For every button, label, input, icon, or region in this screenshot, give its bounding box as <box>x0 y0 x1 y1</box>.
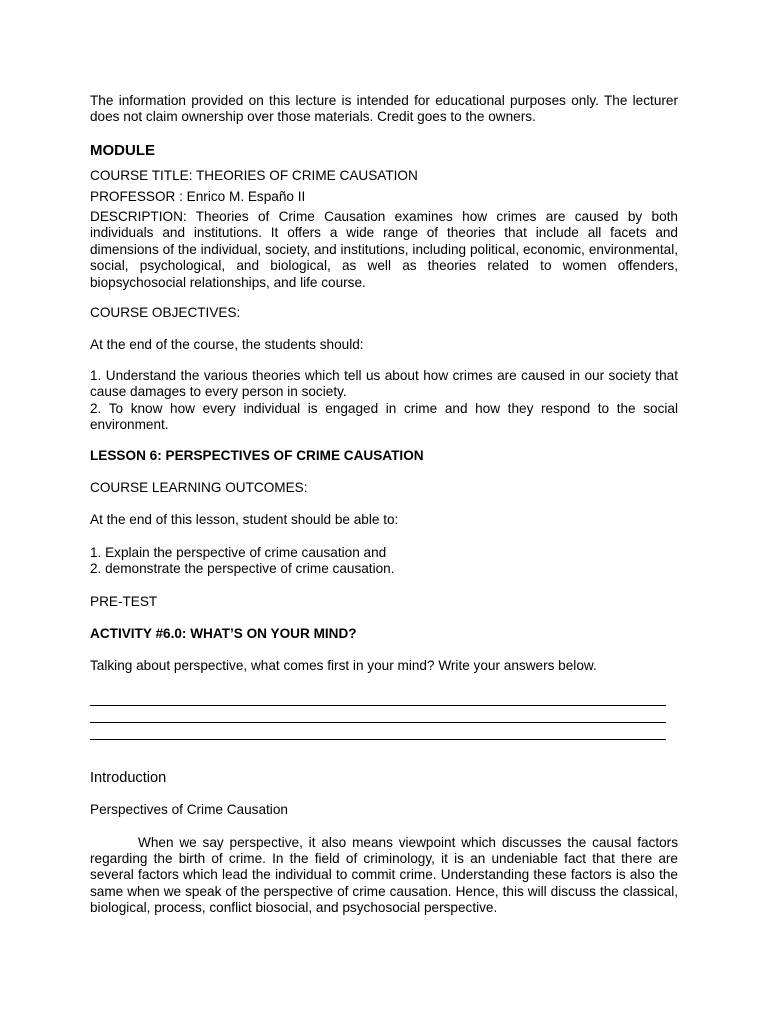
outcomes-heading: COURSE LEARNING OUTCOMES: <box>90 479 308 495</box>
activity-heading: ACTIVITY #6.0: WHAT’S ON YOUR MIND? <box>90 625 357 641</box>
course-description: DESCRIPTION: Theories of Crime Causation examines how crimes are caused by both individuals and institutions. It offers a wide range of theories that include all facets and dimensions of the individual, society, and institutions, including political, economic, environmental, social, psychological, and biological, as well as theories related to women offenders, biopsychosocial relationships, and life course. <box>90 209 678 290</box>
document-page <box>90 93 678 917</box>
introduction-subheading: Perspectives of Crime Causation <box>90 802 288 818</box>
module-heading: MODULE <box>90 141 155 159</box>
pretest-label: PRE-TEST <box>90 593 158 609</box>
answer-line-1[interactable] <box>90 689 666 706</box>
activity-prompt: Talking about perspective, what comes first in your mind? Write your answers below. <box>90 658 597 674</box>
outcomes-intro: At the end of this lesson, student should be able to: <box>90 512 399 528</box>
answer-line-2[interactable] <box>90 706 666 723</box>
introduction-heading: Introduction <box>90 769 167 786</box>
objectives-intro: At the end of the course, the students should: <box>90 337 364 353</box>
disclaimer-text: The information provided on this lecture is intended for educational purposes only. The lecturer does not claim ownership over those materials. Credit goes to the owners. <box>90 93 678 125</box>
course-title: COURSE TITLE: THEORIES OF CRIME CAUSATION <box>90 168 418 184</box>
professor-line: PROFESSOR : Enrico M. Españo II <box>90 188 306 204</box>
objective-item-1: 1. Understand the various theories which tell us about how crimes are caused in our society that cause damages to every person in society. <box>90 367 678 400</box>
introduction-paragraph: When we say perspective, it also means viewpoint which discusses the causal factors regarding the birth of crime. In the field of criminology, it is an undeniable fact that there are several factors which lead the individual to commit crime. Understanding these factors is also the same when we speak of the perspective of crime causation. Hence, this will discuss the classical, biological, process, conflict biosocial, and psychosocial perspective. <box>90 834 678 916</box>
answer-area[interactable] <box>90 689 666 740</box>
objective-item-2: 2. To know how every individual is engaged in crime and how they respond to the social environment. <box>90 400 678 433</box>
outcome-item-1: 1. Explain the perspective of crime causation and <box>90 544 387 560</box>
objectives-heading: COURSE OBJECTIVES: <box>90 305 241 321</box>
answer-line-3[interactable] <box>90 723 666 740</box>
outcome-item-2: 2. demonstrate the perspective of crime causation. <box>90 561 395 577</box>
lesson-heading: LESSON 6: PERSPECTIVES OF CRIME CAUSATION <box>90 447 424 463</box>
